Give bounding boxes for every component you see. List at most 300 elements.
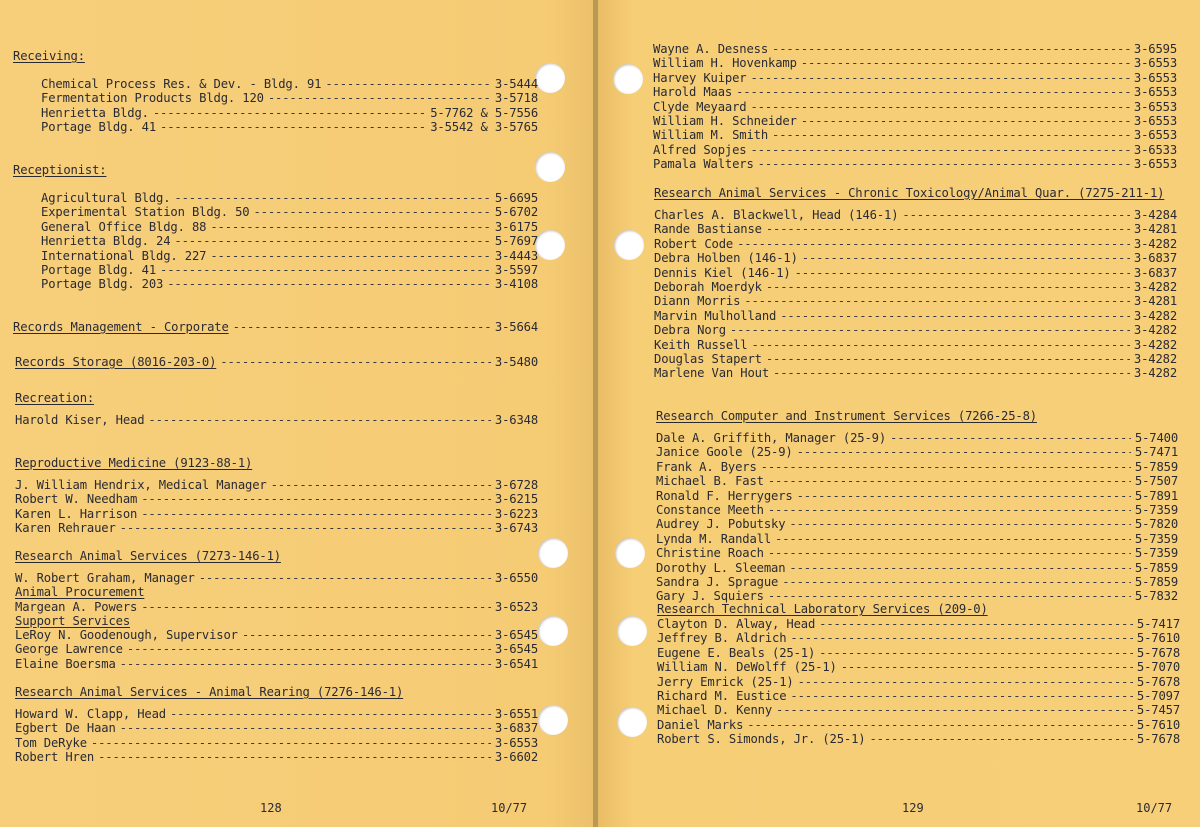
dash-leader <box>819 617 1133 631</box>
directory-entry <box>657 732 1180 746</box>
phone-extension: 3-4108 <box>494 277 538 291</box>
entry-name: Sandra J. Sprague <box>656 575 779 589</box>
entry-name: Clyde Meyaard <box>653 100 747 114</box>
phone-extension: 3-6553 <box>1133 114 1177 128</box>
directory-entry <box>654 323 1177 337</box>
phone-extension: 5-7507 <box>1134 474 1178 488</box>
directory-entry <box>653 128 1177 142</box>
directory-entry <box>41 234 538 248</box>
phone-extension: 3-5542 & 3-5765 <box>430 120 538 134</box>
phone-extension: 3-6348 <box>494 413 538 427</box>
directory-entry <box>41 120 538 134</box>
phone-extension: 5-7471 <box>1134 445 1178 459</box>
dash-leader <box>775 532 1131 546</box>
phone-extension: 3-6743 <box>494 521 538 535</box>
entry-name: Rande Bastianse <box>654 222 762 236</box>
directory-entry <box>656 546 1178 560</box>
entry-name: Keith Russell <box>654 338 748 352</box>
directory-entry <box>653 71 1177 85</box>
entry-name: Egbert De Haan <box>15 721 116 735</box>
directory-entry <box>656 575 1178 589</box>
entry-name: Pamala Walters <box>653 157 754 171</box>
directory-entry <box>654 309 1177 323</box>
phone-extension: 3-4282 <box>1133 338 1177 352</box>
phone-extension: 3-6223 <box>494 507 538 521</box>
entry-name: LeRoy N. Goodenough, Supervisor <box>15 628 238 642</box>
dash-leader <box>890 431 1131 445</box>
dash-leader <box>91 736 491 750</box>
directory-entry <box>653 56 1177 70</box>
entry-name: Robert S. Simonds, Jr. (25-1) <box>657 732 866 746</box>
phone-extension: 5-7859 <box>1134 460 1178 474</box>
directory-entry <box>653 100 1177 114</box>
phone-extension: 5-7678 <box>1136 646 1180 660</box>
directory-entry <box>41 106 538 120</box>
directory-entry <box>657 689 1180 703</box>
entry-name: Christine Roach <box>656 546 764 560</box>
dash-leader <box>127 642 491 656</box>
directory-entry <box>15 492 538 506</box>
phone-extension: 3-6550 <box>494 571 538 585</box>
entry-name: Robert Hren <box>15 750 95 764</box>
binder-hole <box>614 230 644 260</box>
directory-entry <box>653 85 1177 99</box>
entry-name: General Office Bldg. 88 <box>41 220 207 234</box>
phone-extension: 3-6541 <box>494 657 538 671</box>
entry-name: Clayton D. Alway, Head <box>657 617 816 631</box>
entry-name: Charles A. Blackwell, Head (146-1) <box>654 208 899 222</box>
binder-hole <box>538 616 568 646</box>
directory-entry <box>654 294 1177 308</box>
phone-extension: 3-6545 <box>494 628 538 642</box>
directory-entry <box>41 263 538 277</box>
directory-entry <box>656 589 1178 603</box>
directory-entry <box>41 220 538 234</box>
phone-extension: 3-6551 <box>494 707 538 721</box>
phone-extension: 3-6545 <box>494 642 538 656</box>
directory-entry <box>656 431 1178 445</box>
entry-name: Robert Code <box>654 237 734 251</box>
directory-entry <box>654 266 1177 280</box>
dash-leader <box>210 220 491 234</box>
entry-name: Chemical Process Res. & Dev. - Bldg. 91 <box>41 77 322 91</box>
dash-leader <box>174 191 491 205</box>
binder-hole <box>535 63 565 93</box>
phone-extension: 5-7359 <box>1134 532 1178 546</box>
dash-leader <box>780 309 1130 323</box>
dash-leader <box>766 352 1130 366</box>
entry-name: Alfred Sopjes <box>653 143 747 157</box>
binder-hole <box>535 152 565 182</box>
subsection-header-support-services: Support Services <box>15 614 130 628</box>
directory-entry <box>654 208 1177 222</box>
binder-hole <box>535 230 565 260</box>
entry-name: Wayne A. Desness <box>653 42 768 56</box>
entry-name: Marvin Mulholland <box>654 309 777 323</box>
entry-name: Gary J. Squiers <box>656 589 764 603</box>
dash-leader <box>772 128 1130 142</box>
dash-leader <box>253 205 490 219</box>
dash-leader <box>148 413 491 427</box>
directory-entry <box>656 532 1178 546</box>
directory-entry <box>657 718 1180 732</box>
directory-entry <box>15 478 538 492</box>
dash-leader <box>869 732 1132 746</box>
dash-leader <box>789 561 1131 575</box>
directory-entry <box>15 707 538 721</box>
entry-name: Constance Meeth <box>656 503 764 517</box>
dash-leader <box>167 277 491 291</box>
dash-leader <box>902 208 1130 222</box>
page-number-right: 129 <box>902 801 924 815</box>
phone-extension: 3-4281 <box>1133 222 1177 236</box>
directory-entry <box>15 750 538 764</box>
phone-extension: 3-5597 <box>494 263 538 277</box>
phone-extension: 5-7610 <box>1136 631 1180 645</box>
phone-extension: 3-6533 <box>1133 143 1177 157</box>
binder-hole <box>617 616 647 646</box>
subsection-header-animal-procurement: Animal Procurement <box>15 585 145 599</box>
phone-extension: 3-6175 <box>494 220 538 234</box>
dash-leader <box>141 492 491 506</box>
binder-hole <box>613 64 643 94</box>
directory-entry <box>657 631 1180 645</box>
dash-leader <box>747 718 1133 732</box>
binder-hole <box>617 707 647 737</box>
phone-extension: 5-7762 & 5-7556 <box>430 106 538 120</box>
page-number-left: 128 <box>260 801 282 815</box>
binder-hole <box>615 538 645 568</box>
entry-name: Dennis Kiel (146-1) <box>654 266 791 280</box>
phone-extension: 3-6728 <box>494 478 538 492</box>
directory-entry <box>15 628 538 642</box>
directory-entry <box>15 600 538 614</box>
directory-entry <box>653 114 1177 128</box>
dash-leader <box>768 474 1131 488</box>
entry-name: Karen Rehrauer <box>15 521 116 535</box>
entry-name: William H. Hovenkamp <box>653 56 797 70</box>
phone-extension: 3-6553 <box>1133 100 1177 114</box>
entry-name: Portage Bldg. 41 <box>41 263 156 277</box>
directory-entry <box>657 675 1180 689</box>
entry-name: Agricultural Bldg. <box>41 191 171 205</box>
directory-entry <box>656 474 1178 488</box>
entry-name: Frank A. Byers <box>656 460 757 474</box>
entry-name: Jeffrey B. Aldrich <box>657 631 787 645</box>
dash-leader <box>736 85 1130 99</box>
dash-leader <box>210 249 491 263</box>
entry-name: William N. DeWolff (25-1) <box>657 660 837 674</box>
phone-extension: 3-6553 <box>1133 128 1177 142</box>
dash-leader <box>160 120 426 134</box>
phone-extension: 5-6702 <box>494 205 538 219</box>
directory-entry <box>657 660 1180 674</box>
directory-entry <box>657 703 1180 717</box>
phone-extension: 3-4284 <box>1133 208 1177 222</box>
phone-extension: 3-6837 <box>1133 251 1177 265</box>
phone-extension: 3-6595 <box>1133 42 1177 56</box>
directory-entry <box>13 320 538 334</box>
directory-entry <box>41 77 538 91</box>
directory-entry <box>15 507 538 521</box>
directory-entry <box>656 460 1178 474</box>
phone-extension: 3-6837 <box>1133 266 1177 280</box>
directory-entry <box>654 222 1177 236</box>
date-left: 10/77 <box>491 801 528 815</box>
dash-leader <box>153 106 426 120</box>
entry-name: Portage Bldg. 203 <box>41 277 164 291</box>
dash-leader <box>750 100 1129 114</box>
section-header-computer-instrument-services: Research Computer and Instrument Services (7266-25-8) <box>656 409 1037 423</box>
dash-leader <box>768 589 1131 603</box>
entry-name: Richard M. Eustice <box>657 689 787 703</box>
entry-name: Michael D. Kenny <box>657 703 772 717</box>
section-header-receptionist: Receptionist: <box>13 163 107 177</box>
dash-leader <box>802 251 1130 265</box>
entry-name: Elaine Boersma <box>15 657 116 671</box>
directory-entry <box>15 355 538 369</box>
dash-leader <box>801 114 1130 128</box>
entry-name: Fermentation Products Bldg. 120 <box>41 91 264 105</box>
directory-entry <box>656 561 1178 575</box>
phone-extension: 3-6553 <box>494 736 538 750</box>
phone-extension: 3-4282 <box>1133 352 1177 366</box>
dash-leader <box>120 521 491 535</box>
directory-entry <box>15 642 538 656</box>
dash-leader <box>199 571 491 585</box>
dash-leader <box>768 546 1131 560</box>
entry-name: Records Storage (8016-203-0) <box>15 355 217 369</box>
dash-leader <box>801 56 1130 70</box>
phone-extension: 5-7457 <box>1136 703 1180 717</box>
dash-leader <box>751 338 1129 352</box>
directory-entry <box>41 277 538 291</box>
date-right: 10/77 <box>1136 801 1173 815</box>
directory-entry <box>653 143 1177 157</box>
entry-name: Henrietta Bldg. 24 <box>41 234 171 248</box>
directory-entry <box>15 413 538 427</box>
entry-name: Dorothy L. Sleeman <box>656 561 786 575</box>
phone-extension: 5-7070 <box>1136 660 1180 674</box>
dash-leader <box>141 600 491 614</box>
phone-extension: 3-6553 <box>1133 71 1177 85</box>
directory-entry <box>15 521 538 535</box>
phone-extension: 3-4282 <box>1133 237 1177 251</box>
dash-leader <box>233 320 491 334</box>
dash-leader <box>744 294 1130 308</box>
entry-name: Eugene E. Beals (25-1) <box>657 646 816 660</box>
entry-name: Debra Holben (146-1) <box>654 251 798 265</box>
directory-entry <box>15 571 538 585</box>
dash-leader <box>795 266 1130 280</box>
dash-leader <box>772 42 1130 56</box>
dash-leader <box>758 157 1130 171</box>
dash-leader <box>797 445 1131 459</box>
phone-extension: 3-6215 <box>494 492 538 506</box>
section-header-reproductive-medicine: Reproductive Medicine (9123-88-1) <box>15 456 253 470</box>
entry-name: Harvey Kuiper <box>653 71 747 85</box>
phone-extension: 3-5480 <box>494 355 538 369</box>
directory-entry <box>657 617 1180 631</box>
dash-leader <box>768 503 1131 517</box>
dash-leader <box>797 489 1131 503</box>
phone-extension: 5-7400 <box>1134 431 1178 445</box>
entry-name: Harold Kiser, Head <box>15 413 145 427</box>
phone-extension: 3-6602 <box>494 750 538 764</box>
entry-name: Robert W. Needham <box>15 492 138 506</box>
directory-entry <box>654 338 1177 352</box>
directory-entry <box>15 721 538 735</box>
entry-name: Tom DeRyke <box>15 736 87 750</box>
entry-name: Howard W. Clapp, Head <box>15 707 166 721</box>
phone-extension: 3-4282 <box>1133 366 1177 380</box>
phone-extension: 3-4282 <box>1133 323 1177 337</box>
entry-name: George Lawrence <box>15 642 123 656</box>
phone-extension: 3-6553 <box>1133 157 1177 171</box>
dash-leader <box>141 507 491 521</box>
entry-name: Harold Maas <box>653 85 733 99</box>
dash-leader <box>120 721 491 735</box>
dash-leader <box>798 675 1133 689</box>
dash-leader <box>790 689 1133 703</box>
directory-entry <box>41 91 538 105</box>
dash-leader <box>730 323 1130 337</box>
binder-hole <box>538 538 568 568</box>
directory-entry <box>657 646 1180 660</box>
dash-leader <box>737 237 1130 251</box>
directory-entry <box>653 42 1177 56</box>
phone-extension: 3-4443 <box>494 249 538 263</box>
dash-leader <box>750 71 1129 85</box>
entry-name: Janice Goole (25-9) <box>656 445 793 459</box>
phone-extension: 3-5444 <box>494 77 538 91</box>
entry-name: Henrietta Bldg. <box>41 106 149 120</box>
entry-name: Jerry Emrick (25-1) <box>657 675 794 689</box>
phone-extension: 5-7678 <box>1136 675 1180 689</box>
phone-extension: 5-7859 <box>1134 575 1178 589</box>
phone-extension: 5-7417 <box>1136 617 1180 631</box>
phone-extension: 5-7859 <box>1134 561 1178 575</box>
directory-entry <box>656 489 1178 503</box>
entry-name: Margean A. Powers <box>15 600 138 614</box>
entry-name: Michael B. Fast <box>656 474 764 488</box>
dash-leader <box>761 460 1131 474</box>
entry-name: Debra Norg <box>654 323 726 337</box>
section-header-animal-rearing: Research Animal Services - Animal Rearing (7276-146-1) <box>15 685 404 699</box>
phone-extension: 3-5718 <box>494 91 538 105</box>
section-header-research-animal-services: Research Animal Services (7273-146-1) <box>15 549 281 563</box>
dash-leader <box>766 222 1130 236</box>
entry-name: Ronald F. Herrygers <box>656 489 793 503</box>
section-header-chronic-toxicology: Research Animal Services - Chronic Toxicology/Animal Quar. (7275-211-1) <box>654 186 1165 200</box>
directory-entry <box>656 445 1178 459</box>
dash-leader <box>790 631 1133 645</box>
dash-leader <box>773 366 1130 380</box>
dash-leader <box>819 646 1133 660</box>
dash-leader <box>242 628 491 642</box>
phone-extension: 3-5664 <box>494 320 538 334</box>
phone-extension: 5-7678 <box>1136 732 1180 746</box>
dash-leader <box>220 355 491 369</box>
entry-name: Records Management - Corporate <box>13 320 229 334</box>
phone-extension: 3-6837 <box>494 721 538 735</box>
dash-leader <box>776 703 1133 717</box>
phone-extension: 5-6695 <box>494 191 538 205</box>
entry-name: Deborah Moerdyk <box>654 280 762 294</box>
entry-name: Karen L. Harrison <box>15 507 138 521</box>
phone-extension: 5-7359 <box>1134 546 1178 560</box>
phone-extension: 5-7610 <box>1136 718 1180 732</box>
phone-extension: 3-6553 <box>1133 85 1177 99</box>
entry-name: Douglas Stapert <box>654 352 762 366</box>
entry-name: Diann Morris <box>654 294 741 308</box>
entry-name: Experimental Station Bldg. 50 <box>41 205 250 219</box>
directory-entry <box>41 191 538 205</box>
directory-entry <box>654 280 1177 294</box>
entry-name: Marlene Van Hout <box>654 366 769 380</box>
dash-leader <box>268 91 491 105</box>
directory-entry <box>653 157 1177 171</box>
phone-extension: 3-4282 <box>1133 280 1177 294</box>
section-header-technical-laboratory-services: Research Technical Laboratory Services (209-0) <box>657 602 988 616</box>
dash-leader <box>782 575 1131 589</box>
entry-name: William M. Smith <box>653 128 768 142</box>
phone-extension: 5-7820 <box>1134 517 1178 531</box>
directory-entry <box>41 205 538 219</box>
dash-leader <box>98 750 491 764</box>
section-header-recreation: Recreation: <box>15 391 95 405</box>
entry-name: J. William Hendrix, Medical Manager <box>15 478 267 492</box>
dash-leader <box>766 280 1130 294</box>
entry-name: W. Robert Graham, Manager <box>15 571 195 585</box>
phone-extension: 3-6553 <box>1133 56 1177 70</box>
directory-entry <box>15 736 538 750</box>
entry-name: Daniel Marks <box>657 718 744 732</box>
dash-leader <box>789 517 1131 531</box>
phone-extension: 3-4282 <box>1133 309 1177 323</box>
entry-name: Portage Bldg. 41 <box>41 120 156 134</box>
phone-extension: 5-7097 <box>1136 689 1180 703</box>
directory-entry <box>654 352 1177 366</box>
directory-entry <box>654 237 1177 251</box>
entry-name: Lynda M. Randall <box>656 532 771 546</box>
dash-leader <box>120 657 491 671</box>
dash-leader <box>160 263 491 277</box>
phone-extension: 5-7891 <box>1134 489 1178 503</box>
directory-entry <box>654 251 1177 265</box>
phone-extension: 5-7697 <box>494 234 538 248</box>
dash-leader <box>174 234 491 248</box>
binder-hole <box>538 705 568 735</box>
phone-extension: 5-7359 <box>1134 503 1178 517</box>
section-header-receiving: Receiving: <box>13 49 85 63</box>
directory-entry <box>656 503 1178 517</box>
dash-leader <box>750 143 1129 157</box>
entry-name: William H. Schneider <box>653 114 797 128</box>
directory-entry <box>15 657 538 671</box>
directory-entry <box>654 366 1177 380</box>
entry-name: International Bldg. 227 <box>41 249 207 263</box>
dash-leader <box>841 660 1133 674</box>
phone-extension: 5-7832 <box>1134 589 1178 603</box>
dash-leader <box>170 707 491 721</box>
phone-extension: 3-4281 <box>1133 294 1177 308</box>
directory-entry <box>656 517 1178 531</box>
entry-name: Dale A. Griffith, Manager (25-9) <box>656 431 886 445</box>
dash-leader <box>325 77 491 91</box>
phone-extension: 3-6523 <box>494 600 538 614</box>
entry-name: Audrey J. Pobutsky <box>656 517 786 531</box>
